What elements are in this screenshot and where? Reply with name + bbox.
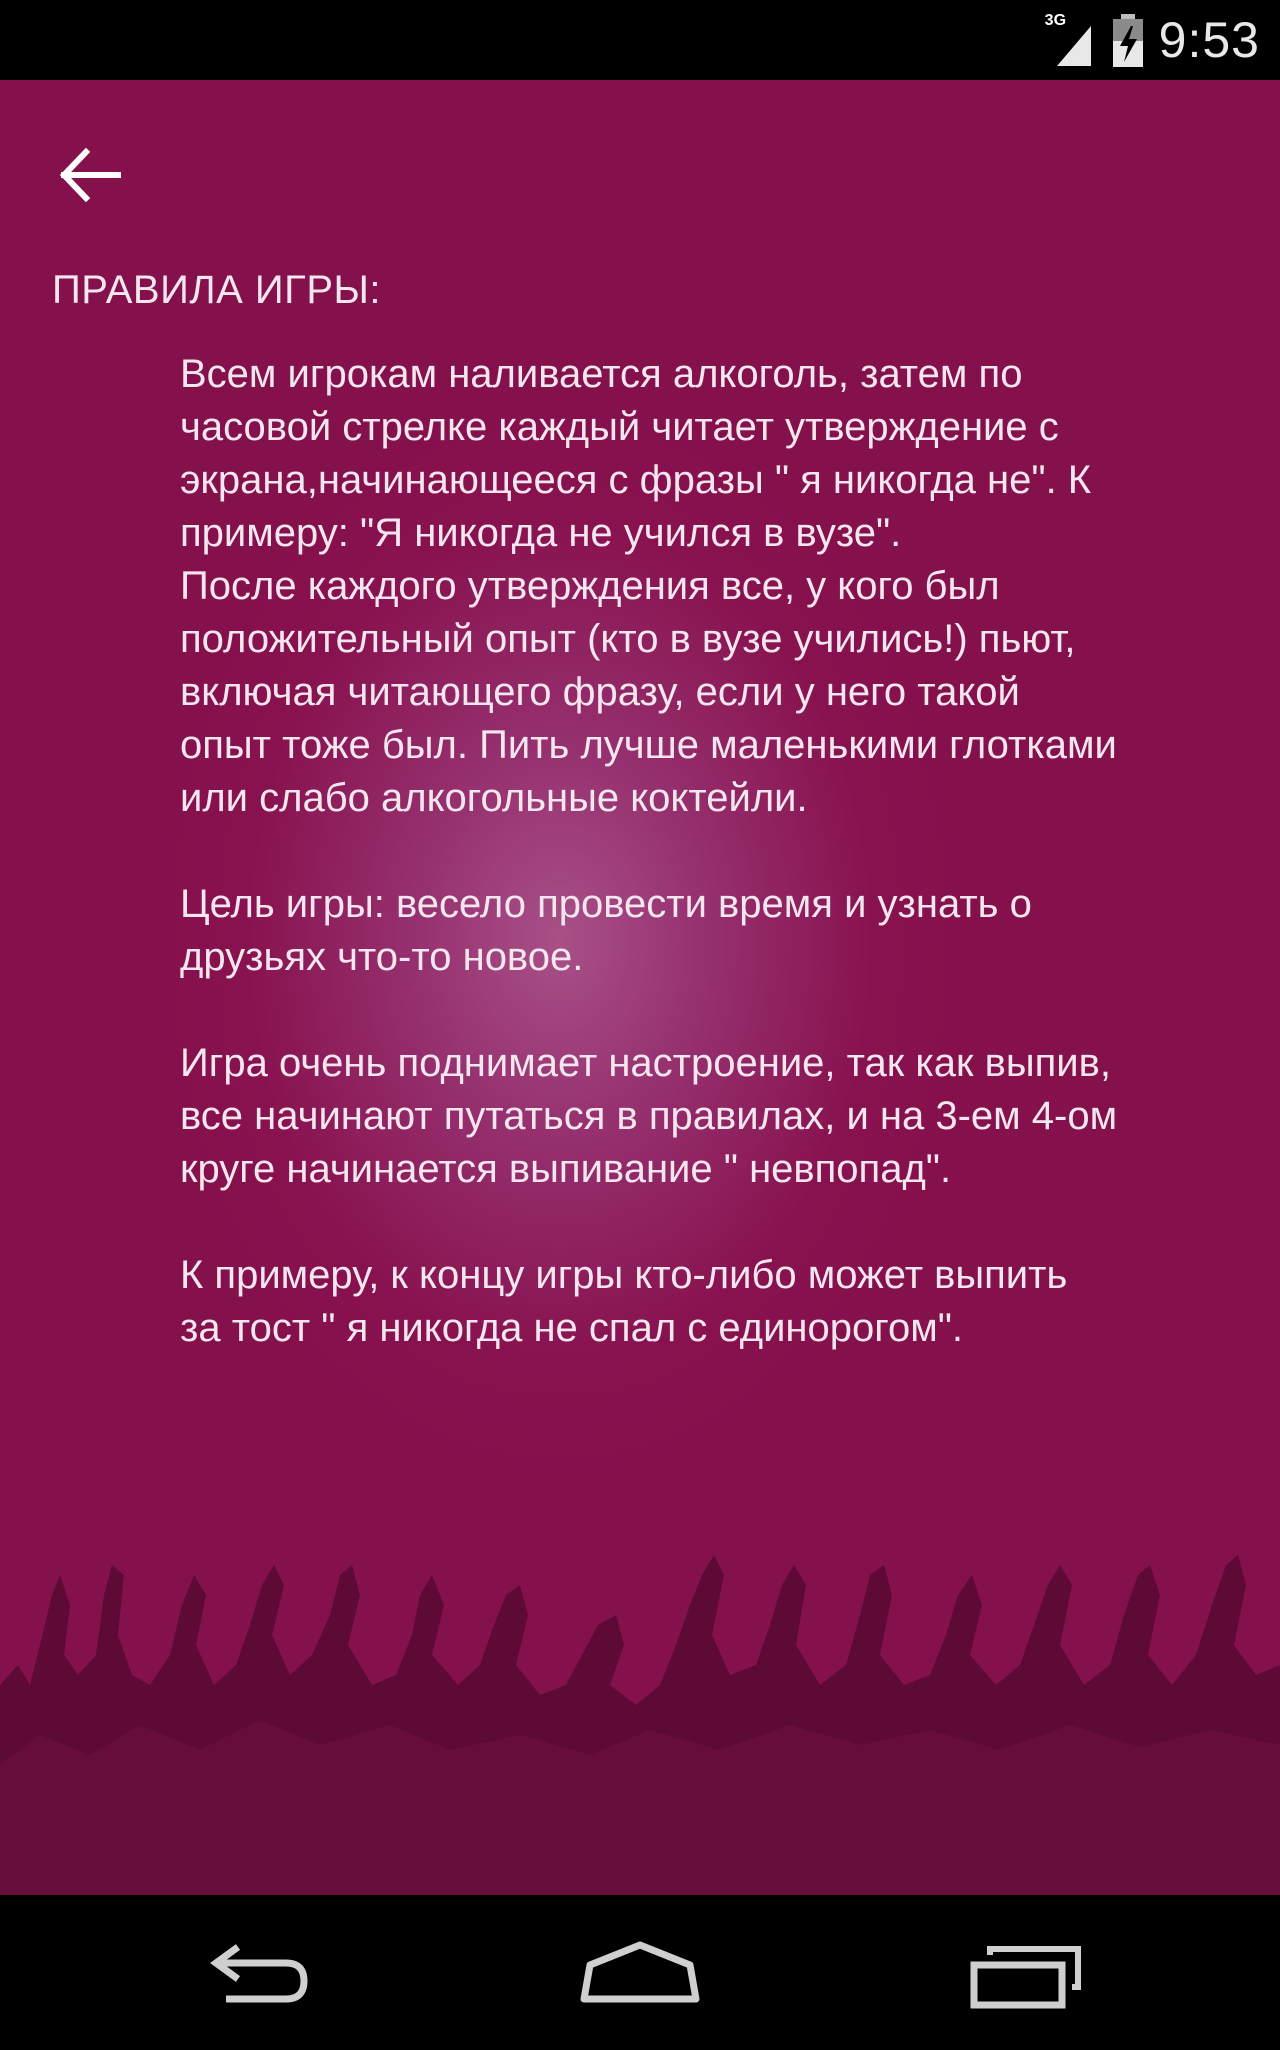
nav-recents-icon [960, 1925, 1100, 2025]
crowd-silhouette [0, 1535, 1280, 1895]
rules-screen [0, 80, 1280, 1895]
status-time: 9:53 [1158, 12, 1260, 68]
nav-home-button[interactable] [570, 1925, 710, 2025]
nav-home-icon [570, 1925, 710, 2025]
back-button[interactable] [56, 140, 126, 210]
rules-paragraph-3: Игра очень поднимает настроение, так как выпив, все начинают путаться в правилах, и на 3-ем 4-ом круге начинается выпивание " невпопад". [180, 1041, 1118, 1191]
status-bar [0, 0, 1280, 80]
network-type-label: 3G [1044, 12, 1067, 29]
rules-text [180, 348, 1260, 1355]
nav-back-icon [186, 1925, 326, 2025]
status-icons [1045, 0, 1260, 80]
rules-paragraph-4: К примеру, к концу игры кто-либо может выпить за тост " я никогда не спал с единорогом". [180, 1253, 1068, 1350]
rules-title: ПРАВИЛА ИГРЫ: [52, 268, 382, 312]
nav-recents-button[interactable] [960, 1925, 1100, 2025]
arrow-left-icon [56, 140, 126, 210]
rules-paragraph-2: Цель игры: весело провести время и узнать о друзьях что-то новое. [180, 882, 1032, 979]
nav-back-button[interactable] [186, 1925, 326, 2025]
navigation-bar [0, 1895, 1280, 2050]
rules-paragraph-1: Всем игрокам наливается алкоголь, затем по часовой стрелке каждый читает утверждение с экрана,начинающееся с фразы " я никогда не". К примеру: "Я никогда не учился в вузе". После каждого утверждения все, у кого был положительный опыт (кто в вузе учились!) пьют, включая читающего фразу, если у него такой опыт тоже был. Пить лучше маленькими глотками или слабо алкогольные коктейли. [180, 352, 1117, 820]
signal-icon [1045, 12, 1097, 68]
battery-charging-icon [1111, 12, 1145, 68]
